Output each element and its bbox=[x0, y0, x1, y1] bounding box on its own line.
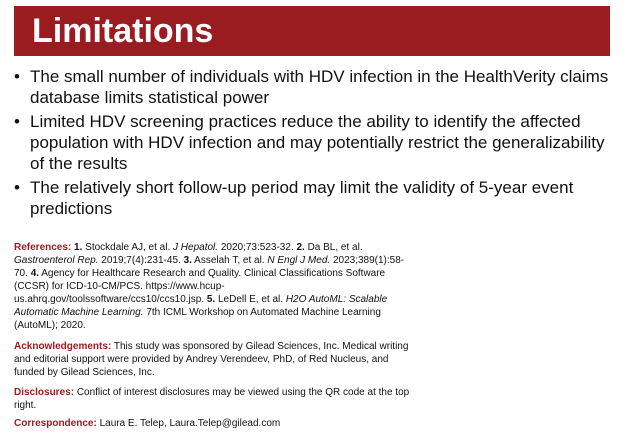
ref-text: LeDell E, et al. bbox=[218, 294, 284, 305]
bullet-text: The small number of individuals with HDV infection in the HealthVerity claims database limits statistical power bbox=[30, 67, 609, 107]
list-item bbox=[12, 66, 622, 108]
bullet-icon: • bbox=[14, 112, 20, 131]
acknowledgements bbox=[14, 340, 414, 379]
references-label: References: bbox=[14, 242, 72, 253]
references bbox=[14, 241, 414, 332]
ref-text: Agency for Healthcare Research and Quality. Clinical Classifications Software (CCSR) for ICD-10-CM/PCS. https://www.hcup-us.ahrq.gov/toolssoftware/ccs10/ccs10.jsp. bbox=[14, 268, 386, 305]
ref-number: 2. bbox=[296, 242, 305, 253]
disclosures bbox=[14, 386, 414, 412]
ref-journal: H2O AutoML: Scalable Automatic Machine Learning. bbox=[14, 294, 388, 318]
correspondence-text: Laura E. Telep, Laura.Telep@gilead.com bbox=[99, 418, 281, 429]
ref-journal: N Engl J Med. bbox=[267, 255, 331, 266]
list-item bbox=[12, 111, 622, 174]
slide-title: Limitations bbox=[32, 12, 214, 50]
ref-text: 2023;389(1):58-70. bbox=[14, 255, 405, 279]
ref-number: 4. bbox=[30, 268, 40, 279]
correspondence-label: Correspondence: bbox=[14, 418, 97, 429]
list-item bbox=[12, 177, 622, 219]
bullet-text: The relatively short follow-up period may limit the validity of 5-year event predictions bbox=[30, 178, 574, 218]
ref-number: 1. bbox=[74, 242, 83, 253]
ref-text: Asselah T, et al. bbox=[194, 255, 265, 266]
ref-number: 5. bbox=[206, 294, 216, 305]
disclosures-label: Disclosures: bbox=[14, 387, 75, 398]
bullet-icon: • bbox=[14, 67, 20, 86]
ref-journal: Gastroenterol Rep. bbox=[14, 255, 99, 266]
ref-journal: J Hepatol. bbox=[173, 242, 219, 253]
ref-text: 2019;7(4):231-45. bbox=[101, 255, 181, 266]
limitations-list bbox=[12, 66, 622, 222]
correspondence bbox=[14, 417, 414, 430]
ref-number: 3. bbox=[183, 255, 192, 266]
ref-text: Stockdale AJ, et al. bbox=[85, 242, 171, 253]
acknowledgements-text: This study was sponsored by Gilead Sciences, Inc. Medical writing and editorial support were provided by Andrey Verendeev, PhD, of Red Nucleus, and funded by Gilead Sciences, Inc. bbox=[14, 341, 409, 378]
bullet-text: Limited HDV screening practices reduce the ability to identify the affected population with HDV infection and may potentially restrict the generalizability of the results bbox=[30, 112, 605, 173]
disclosures-text: Conflict of interest disclosures may be viewed using the QR code at the top right. bbox=[14, 387, 410, 411]
ref-text: 7th ICML Workshop on Automated Machine Learning (AutoML); 2020. bbox=[14, 307, 381, 331]
acknowledgements-label: Acknowledgements: bbox=[14, 341, 112, 352]
title-banner bbox=[14, 6, 610, 56]
bullet-icon: • bbox=[14, 178, 20, 197]
ref-text: Da BL, et al. bbox=[307, 242, 363, 253]
ref-text: 2020;73:523-32. bbox=[220, 242, 294, 253]
